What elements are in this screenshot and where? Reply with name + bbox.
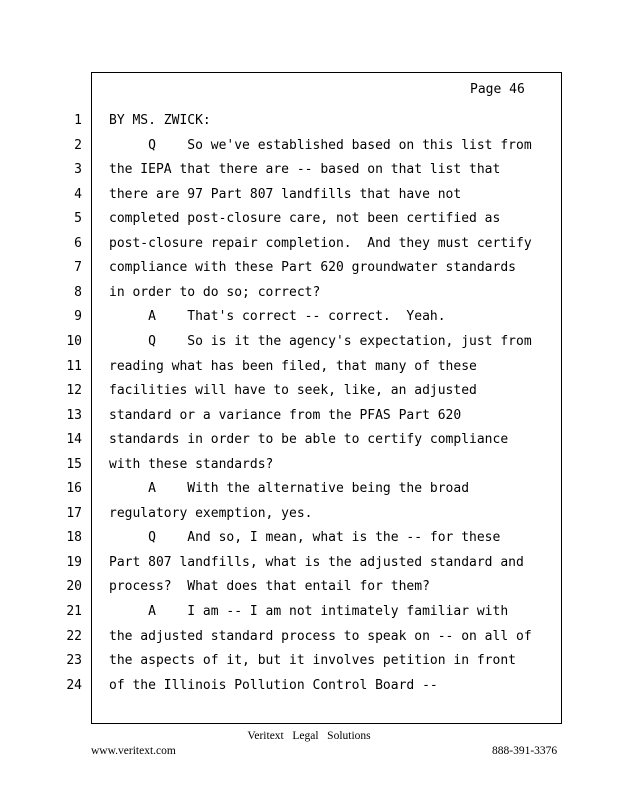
line-text: reading what has been filed, that many of these: [109, 358, 477, 374]
line-text: Q So we've established based on this list from: [109, 137, 532, 153]
page-number: Page 46: [470, 82, 525, 97]
line-text: facilities will have to seek, like, an adjusted: [109, 383, 477, 399]
footer-website: www.veritext.com: [91, 745, 176, 757]
line-number: 22: [66, 628, 82, 644]
transcript-line: [0, 603, 600, 621]
transcript-line: [0, 431, 600, 449]
line-number: 18: [66, 530, 82, 546]
line-text: Q So is it the agency's expectation, just from: [109, 333, 532, 349]
line-number: 20: [66, 579, 82, 595]
line-text: A I am -- I am not intimately familiar with: [109, 604, 509, 619]
line-number: 21: [66, 604, 82, 619]
transcript-line: [0, 235, 600, 253]
transcript-line: [0, 628, 600, 646]
line-text: regulatory exemption, yes.: [109, 505, 313, 521]
line-number: 16: [66, 481, 82, 497]
transcript-line: [0, 333, 600, 351]
transcript-line: [0, 456, 600, 474]
line-text: there are 97 Part 807 landfills that have not: [109, 186, 462, 202]
transcript-line: [0, 137, 600, 155]
line-number: 8: [74, 284, 82, 300]
transcript-line: [0, 112, 600, 130]
line-number: 23: [66, 653, 82, 669]
line-number: 4: [74, 186, 82, 202]
transcript-line: [0, 677, 600, 695]
transcript-line: [0, 652, 600, 670]
line-text: standards in order to be able to certify compliance: [109, 432, 509, 448]
transcript-line: [0, 480, 600, 498]
transcript-line: [0, 505, 600, 523]
line-text: standard or a variance from the PFAS Part 620: [109, 407, 462, 423]
line-number: 9: [74, 309, 82, 325]
line-number: 24: [66, 677, 82, 693]
line-number: 11: [66, 358, 82, 374]
line-number: 6: [74, 235, 82, 251]
line-text: the adjusted standard process to speak on -- on all of: [109, 628, 532, 644]
line-text: BY MS. ZWICK:: [109, 113, 211, 128]
line-number: 5: [74, 211, 82, 227]
line-number: 2: [74, 137, 82, 153]
line-number: 17: [66, 505, 82, 521]
transcript-line: [0, 210, 600, 228]
line-number: 15: [66, 456, 82, 472]
line-number: 3: [74, 162, 82, 178]
line-text: the IEPA that there are -- based on that list that: [109, 162, 501, 178]
transcript-line: [0, 407, 600, 425]
line-text: completed post-closure care, not been certified as: [109, 211, 501, 227]
line-number: 12: [66, 383, 82, 399]
line-number: 1: [74, 113, 82, 128]
line-text: A With the alternative being the broad: [109, 481, 470, 497]
transcript-line: [0, 259, 600, 277]
transcript-line: [0, 578, 600, 596]
line-text: Q And so, I mean, what is the -- for these: [109, 530, 501, 546]
line-text: Part 807 landfills, what is the adjusted standard and: [109, 554, 524, 570]
transcript-line: [0, 358, 600, 376]
line-text: in order to do so; correct?: [109, 284, 321, 300]
line-text: post-closure repair completion. And they must certify: [109, 235, 532, 251]
line-text: the aspects of it, but it involves petition in front: [109, 653, 516, 669]
line-number: 10: [66, 333, 82, 349]
transcript-line: [0, 554, 600, 572]
transcript-line: [0, 284, 600, 302]
transcript-line: [0, 161, 600, 179]
transcript-line: [0, 186, 600, 204]
footer-phone: 888-391-3376: [492, 745, 558, 757]
line-text: of the Illinois Pollution Control Board --: [109, 677, 438, 693]
line-number: 7: [74, 260, 82, 276]
line-text: process? What does that entail for them?: [109, 579, 430, 595]
line-text: compliance with these Part 620 groundwater standards: [109, 260, 516, 276]
footer-company: Veritext Legal Solutions: [247, 730, 371, 742]
line-number: 14: [66, 432, 82, 448]
line-number: 19: [66, 554, 82, 570]
transcript-line: [0, 308, 600, 326]
transcript-line: [0, 529, 600, 547]
line-text: with these standards?: [109, 456, 274, 472]
line-number: 13: [66, 407, 82, 423]
line-text: A That's correct -- correct. Yeah.: [109, 309, 446, 325]
transcript-line: [0, 382, 600, 400]
